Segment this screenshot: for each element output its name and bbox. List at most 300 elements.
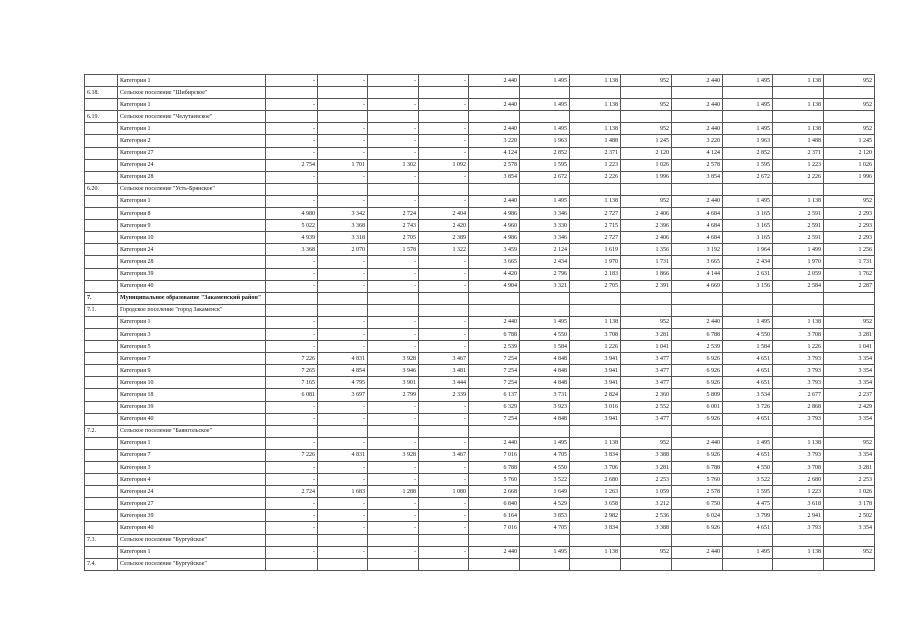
value-cell: 6 750 xyxy=(672,498,723,510)
value-cell xyxy=(672,292,723,304)
value-cell: 4 651 xyxy=(723,522,773,534)
section-row xyxy=(85,534,875,546)
value-cell xyxy=(672,304,723,316)
value-cell: 1 256 xyxy=(824,244,875,256)
value-cell xyxy=(723,304,773,316)
value-cell: 4 651 xyxy=(723,377,773,389)
value-cell: - xyxy=(368,401,419,413)
row-number-cell xyxy=(85,462,118,474)
value-cell: - xyxy=(368,171,419,183)
value-cell: - xyxy=(318,195,368,207)
value-cell: - xyxy=(368,268,419,280)
value-cell: 1 495 xyxy=(723,99,773,111)
value-cell: 2 727 xyxy=(570,232,621,244)
table-row xyxy=(85,316,875,328)
table-row xyxy=(85,353,875,365)
value-cell xyxy=(621,111,672,123)
value-cell: 2 120 xyxy=(621,147,672,159)
value-cell: 3 354 xyxy=(824,353,875,365)
value-cell: 6 081 xyxy=(266,389,318,401)
value-cell: 1 138 xyxy=(773,195,824,207)
value-cell: 1 495 xyxy=(723,75,773,87)
row-number-cell xyxy=(85,256,118,268)
value-cell xyxy=(672,111,723,123)
table-row xyxy=(85,474,875,486)
value-cell xyxy=(520,304,570,316)
value-cell: 5 760 xyxy=(672,474,723,486)
value-cell: 6 840 xyxy=(469,498,520,510)
value-cell xyxy=(824,534,875,546)
category-name-cell: Категория 18 xyxy=(118,389,266,401)
value-cell: 3 522 xyxy=(520,474,570,486)
category-name-cell: Категория 1 xyxy=(118,316,266,328)
value-cell: 6 926 xyxy=(672,377,723,389)
row-number-cell xyxy=(85,75,118,87)
value-cell xyxy=(824,304,875,316)
value-cell: - xyxy=(419,546,469,558)
value-cell: 4 684 xyxy=(672,232,723,244)
value-cell xyxy=(773,183,824,195)
value-cell: 1 288 xyxy=(368,486,419,498)
value-cell: 2 852 xyxy=(520,147,570,159)
value-cell xyxy=(621,304,672,316)
value-cell: 2 293 xyxy=(824,220,875,232)
value-cell: 7 226 xyxy=(266,353,318,365)
value-cell: 7 254 xyxy=(469,365,520,377)
value-cell: 3 799 xyxy=(723,510,773,522)
value-cell xyxy=(621,534,672,546)
table-row xyxy=(85,389,875,401)
value-cell: 1 701 xyxy=(318,159,368,171)
value-cell: 2 868 xyxy=(773,401,824,413)
section-title-cell: Сельское поселение "Баянгольское" xyxy=(118,425,266,437)
value-cell: 5 022 xyxy=(266,220,318,232)
value-cell: 1 488 xyxy=(570,135,621,147)
value-cell xyxy=(570,87,621,99)
value-cell: 2 727 xyxy=(570,208,621,220)
value-cell: 3 212 xyxy=(621,498,672,510)
value-cell: 2 287 xyxy=(824,280,875,292)
value-cell: 3 477 xyxy=(621,353,672,365)
value-cell xyxy=(368,534,419,546)
value-cell xyxy=(419,558,469,570)
value-cell: 3 477 xyxy=(621,413,672,425)
value-cell: 1 595 xyxy=(520,159,570,171)
value-cell: 3 941 xyxy=(570,353,621,365)
value-cell: 2 754 xyxy=(266,159,318,171)
value-cell: - xyxy=(318,546,368,558)
value-cell: 1 495 xyxy=(723,123,773,135)
value-cell: 2 680 xyxy=(773,474,824,486)
table-row xyxy=(85,498,875,510)
tariff-table-sheet xyxy=(84,74,875,571)
table-row xyxy=(85,401,875,413)
value-cell: - xyxy=(419,413,469,425)
value-cell: 2 371 xyxy=(773,147,824,159)
value-cell xyxy=(723,534,773,546)
value-cell: 6 926 xyxy=(672,413,723,425)
value-cell: 3 901 xyxy=(368,377,419,389)
value-cell: - xyxy=(318,99,368,111)
value-cell: 1 041 xyxy=(621,341,672,353)
value-cell xyxy=(621,87,672,99)
category-name-cell: Категория 1 xyxy=(118,437,266,449)
value-cell: 952 xyxy=(824,75,875,87)
value-cell xyxy=(469,425,520,437)
value-cell: 4 939 xyxy=(266,232,318,244)
value-cell: 3 618 xyxy=(773,498,824,510)
value-cell: 2 440 xyxy=(672,99,723,111)
value-cell: 3 941 xyxy=(570,365,621,377)
value-cell: 3 346 xyxy=(520,208,570,220)
value-cell: 2 253 xyxy=(824,474,875,486)
value-cell: - xyxy=(266,268,318,280)
row-number-cell: 7.3. xyxy=(85,534,118,546)
value-cell: 952 xyxy=(824,316,875,328)
row-number-cell xyxy=(85,449,118,461)
value-cell: 2 824 xyxy=(570,389,621,401)
value-cell: - xyxy=(419,195,469,207)
value-cell: - xyxy=(266,256,318,268)
value-cell: 1 138 xyxy=(773,123,824,135)
value-cell: 952 xyxy=(621,123,672,135)
value-cell: - xyxy=(368,147,419,159)
value-cell xyxy=(419,425,469,437)
value-cell: 6 926 xyxy=(672,365,723,377)
value-cell: - xyxy=(318,256,368,268)
value-cell: 3 368 xyxy=(266,244,318,256)
value-cell: 4 669 xyxy=(672,280,723,292)
section-row xyxy=(85,558,875,570)
value-cell: 1 138 xyxy=(570,316,621,328)
value-cell: 1 138 xyxy=(570,75,621,87)
value-cell: 3 665 xyxy=(469,256,520,268)
value-cell: 2 799 xyxy=(368,389,419,401)
value-cell: 4 960 xyxy=(469,220,520,232)
value-cell xyxy=(469,111,520,123)
row-number-cell xyxy=(85,377,118,389)
value-cell: 4 831 xyxy=(318,449,368,461)
value-cell: 1 138 xyxy=(773,546,824,558)
value-cell: - xyxy=(266,341,318,353)
value-cell: 7 254 xyxy=(469,353,520,365)
value-cell: - xyxy=(318,401,368,413)
row-number-cell: 7.4. xyxy=(85,558,118,570)
value-cell xyxy=(419,111,469,123)
value-cell: - xyxy=(266,147,318,159)
value-cell: 2 434 xyxy=(723,256,773,268)
value-cell xyxy=(266,304,318,316)
value-cell xyxy=(520,534,570,546)
value-cell: 3 444 xyxy=(419,377,469,389)
value-cell xyxy=(469,304,520,316)
value-cell xyxy=(266,111,318,123)
value-cell: - xyxy=(266,75,318,87)
category-name-cell: Категория 1 xyxy=(118,99,266,111)
value-cell: 6 329 xyxy=(469,401,520,413)
section-row xyxy=(85,111,875,123)
value-cell: 3 941 xyxy=(570,413,621,425)
value-cell: 7 254 xyxy=(469,377,520,389)
value-cell: 4 651 xyxy=(723,365,773,377)
section-title-cell: Сельское поселение "Бургуйское" xyxy=(118,534,266,546)
value-cell: 2 371 xyxy=(570,147,621,159)
value-cell: 1 495 xyxy=(520,316,570,328)
value-cell: 2 440 xyxy=(469,437,520,449)
value-cell: 1 138 xyxy=(570,99,621,111)
value-cell: - xyxy=(318,437,368,449)
value-cell: - xyxy=(266,498,318,510)
table-row xyxy=(85,522,875,534)
value-cell: 1 619 xyxy=(570,244,621,256)
value-cell: 2 429 xyxy=(824,401,875,413)
table-row xyxy=(85,171,875,183)
value-cell xyxy=(570,558,621,570)
value-cell xyxy=(723,87,773,99)
category-name-cell: Категория 27 xyxy=(118,498,266,510)
row-number-cell: 6.18. xyxy=(85,87,118,99)
table-row xyxy=(85,195,875,207)
value-cell: 3 793 xyxy=(773,522,824,534)
value-cell: - xyxy=(419,75,469,87)
value-cell xyxy=(621,183,672,195)
value-cell: 3 165 xyxy=(723,208,773,220)
value-cell: 3 534 xyxy=(723,389,773,401)
table-row xyxy=(85,377,875,389)
category-name-cell: Категория 39 xyxy=(118,510,266,522)
value-cell: - xyxy=(368,498,419,510)
value-cell: - xyxy=(266,462,318,474)
value-cell xyxy=(773,558,824,570)
value-cell: - xyxy=(318,462,368,474)
value-cell: 4 848 xyxy=(520,413,570,425)
value-cell: 2 982 xyxy=(570,510,621,522)
value-cell xyxy=(672,558,723,570)
category-name-cell: Категория 24 xyxy=(118,159,266,171)
value-cell: 3 281 xyxy=(621,462,672,474)
value-cell: 2 360 xyxy=(621,389,672,401)
table-row xyxy=(85,232,875,244)
value-cell: 2 668 xyxy=(469,486,520,498)
value-cell: 1 584 xyxy=(723,341,773,353)
value-cell: 3 178 xyxy=(824,498,875,510)
value-cell xyxy=(824,558,875,570)
value-cell xyxy=(621,425,672,437)
row-number-cell: 7.2. xyxy=(85,425,118,437)
value-cell xyxy=(824,111,875,123)
value-cell: 2 120 xyxy=(824,147,875,159)
value-cell: 2 796 xyxy=(520,268,570,280)
value-cell: 1 226 xyxy=(570,341,621,353)
value-cell xyxy=(266,558,318,570)
value-cell: 952 xyxy=(621,316,672,328)
value-cell: 1 996 xyxy=(824,171,875,183)
value-cell: 2 440 xyxy=(469,75,520,87)
category-name-cell: Категория 28 xyxy=(118,256,266,268)
row-number-cell xyxy=(85,365,118,377)
value-cell: 2 440 xyxy=(469,195,520,207)
value-cell: - xyxy=(419,123,469,135)
value-cell: 3 793 xyxy=(773,377,824,389)
value-cell: 3 321 xyxy=(520,280,570,292)
value-cell: - xyxy=(368,413,419,425)
category-name-cell: Категория 39 xyxy=(118,268,266,280)
value-cell: 3 220 xyxy=(469,135,520,147)
value-cell xyxy=(469,534,520,546)
value-cell: 1 495 xyxy=(520,75,570,87)
value-cell xyxy=(318,304,368,316)
section-row xyxy=(85,304,875,316)
value-cell: - xyxy=(266,123,318,135)
value-cell: - xyxy=(266,474,318,486)
value-cell: 3 165 xyxy=(723,232,773,244)
category-name-cell: Категория 3 xyxy=(118,462,266,474)
row-number-cell xyxy=(85,280,118,292)
row-number-cell xyxy=(85,341,118,353)
category-name-cell: Категория 28 xyxy=(118,171,266,183)
value-cell: - xyxy=(368,474,419,486)
value-cell xyxy=(318,425,368,437)
value-cell: 3 281 xyxy=(824,328,875,340)
value-cell: - xyxy=(368,510,419,522)
value-cell: 3 923 xyxy=(520,401,570,413)
value-cell: - xyxy=(266,510,318,522)
table-row xyxy=(85,328,875,340)
row-number-cell xyxy=(85,220,118,232)
value-cell: 4 705 xyxy=(520,449,570,461)
value-cell: 952 xyxy=(621,75,672,87)
value-cell: - xyxy=(318,498,368,510)
value-cell: 3 165 xyxy=(723,220,773,232)
value-cell xyxy=(773,111,824,123)
value-cell xyxy=(368,87,419,99)
value-cell: 4 651 xyxy=(723,353,773,365)
value-cell: 3 342 xyxy=(318,208,368,220)
value-cell: 4 550 xyxy=(520,328,570,340)
value-cell: 2 389 xyxy=(419,232,469,244)
value-cell: 1 578 xyxy=(368,244,419,256)
value-cell xyxy=(773,292,824,304)
value-cell: 2 226 xyxy=(570,171,621,183)
category-name-cell: Категория 27 xyxy=(118,147,266,159)
value-cell: 3 318 xyxy=(318,232,368,244)
value-cell: 1 963 xyxy=(723,135,773,147)
value-cell: 3 330 xyxy=(520,220,570,232)
value-cell xyxy=(672,183,723,195)
table-row xyxy=(85,208,875,220)
value-cell: 4 986 xyxy=(469,232,520,244)
value-cell: 2 237 xyxy=(824,389,875,401)
category-name-cell: Категория 1 xyxy=(118,75,266,87)
value-cell: - xyxy=(368,316,419,328)
value-cell: 1 026 xyxy=(824,159,875,171)
value-cell: 2 591 xyxy=(773,220,824,232)
value-cell xyxy=(672,425,723,437)
category-name-cell: Категория 1 xyxy=(118,546,266,558)
value-cell: 3 793 xyxy=(773,449,824,461)
value-cell: 2 591 xyxy=(773,232,824,244)
table-row xyxy=(85,437,875,449)
value-cell: 6 137 xyxy=(469,389,520,401)
value-cell: - xyxy=(318,474,368,486)
value-cell: - xyxy=(368,522,419,534)
value-cell: 4 420 xyxy=(469,268,520,280)
value-cell: 7 265 xyxy=(266,365,318,377)
value-cell: 1 138 xyxy=(773,99,824,111)
row-number-cell xyxy=(85,244,118,256)
value-cell: 2 502 xyxy=(824,510,875,522)
value-cell: 3 477 xyxy=(621,377,672,389)
value-cell: 1 080 xyxy=(419,486,469,498)
value-cell: 3 946 xyxy=(368,365,419,377)
value-cell: 2 578 xyxy=(672,486,723,498)
category-name-cell: Категория 10 xyxy=(118,232,266,244)
value-cell: 2 743 xyxy=(368,220,419,232)
value-cell: 6 788 xyxy=(672,462,723,474)
value-cell: 3 665 xyxy=(672,256,723,268)
value-cell: 2 293 xyxy=(824,208,875,220)
table-row xyxy=(85,280,875,292)
value-cell: 4 848 xyxy=(520,353,570,365)
value-cell xyxy=(723,558,773,570)
value-cell xyxy=(824,292,875,304)
value-cell: 3 853 xyxy=(520,510,570,522)
tariff-table xyxy=(84,74,875,571)
value-cell: 4 550 xyxy=(723,462,773,474)
section-title-cell: Сельское поселение "Бургуйское" xyxy=(118,558,266,570)
value-cell: - xyxy=(419,437,469,449)
value-cell: 952 xyxy=(621,546,672,558)
value-cell: 2 440 xyxy=(469,99,520,111)
table-row xyxy=(85,341,875,353)
value-cell: 1 245 xyxy=(824,135,875,147)
row-number-cell: 7. xyxy=(85,292,118,304)
value-cell xyxy=(773,534,824,546)
value-cell: - xyxy=(419,171,469,183)
value-cell xyxy=(773,425,824,437)
value-cell: 3 388 xyxy=(621,449,672,461)
value-cell: - xyxy=(419,522,469,534)
value-cell: - xyxy=(266,99,318,111)
value-cell: 4 550 xyxy=(520,462,570,474)
value-cell: 2 539 xyxy=(469,341,520,353)
value-cell: 4 848 xyxy=(520,377,570,389)
value-cell: 4 124 xyxy=(672,147,723,159)
value-cell xyxy=(469,87,520,99)
value-cell: 3 834 xyxy=(570,522,621,534)
row-number-cell xyxy=(85,135,118,147)
value-cell xyxy=(419,183,469,195)
value-cell xyxy=(773,87,824,99)
value-cell: 3 156 xyxy=(723,280,773,292)
value-cell: 1 495 xyxy=(723,437,773,449)
value-cell: 2 440 xyxy=(672,437,723,449)
value-cell: 2 339 xyxy=(419,389,469,401)
table-row xyxy=(85,220,875,232)
value-cell xyxy=(824,87,875,99)
value-cell xyxy=(318,111,368,123)
value-cell: 2 404 xyxy=(419,208,469,220)
value-cell: - xyxy=(266,522,318,534)
value-cell: 1 595 xyxy=(723,159,773,171)
table-row xyxy=(85,449,875,461)
category-name-cell: Категория 7 xyxy=(118,449,266,461)
value-cell: 1 138 xyxy=(570,437,621,449)
value-cell: 6 788 xyxy=(469,462,520,474)
value-cell: - xyxy=(318,123,368,135)
value-cell: 2 440 xyxy=(672,546,723,558)
value-cell xyxy=(368,304,419,316)
